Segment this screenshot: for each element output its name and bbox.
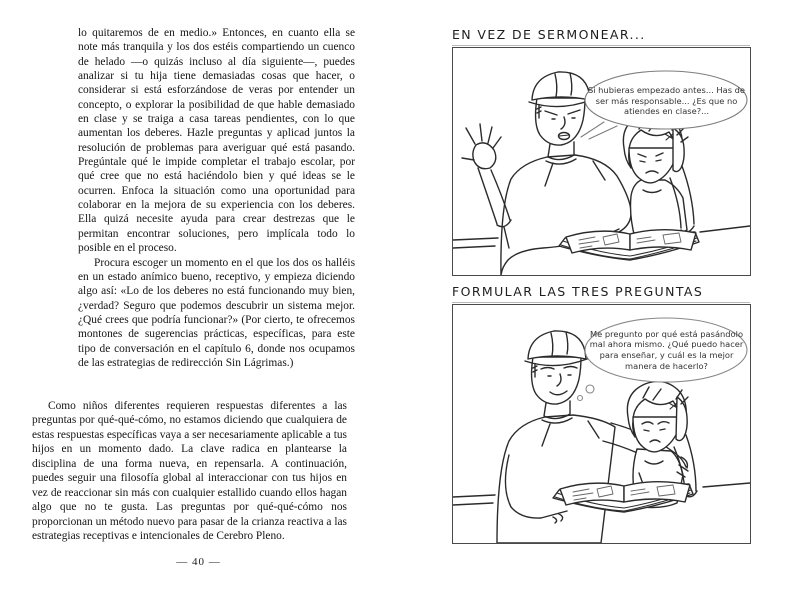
body-text-block (78, 26, 355, 370)
panel-1-header: EN VEZ DE SERMONEAR... (452, 27, 750, 46)
page-number: — 40 — (176, 556, 221, 568)
paragraph: lo quitaremos de en medio.» Entonces, en cuanto ella se note más tranquila y los dos estéis compartiendo un cuenco de helado —o quizás incluso al día siguiente—, puedes analizar si tu hija tiene demasiadas cosas que hacer, o considerar si está esforzándose de veras por entender un concepto, o explorar la posibilidad de que hable demasiado en clase y se traiga a casa tareas pendientes, con lo que aumentan los deberes. Hazle preguntas y aplicad juntos la resolución de problemas para averiguar qué está pasando. Pregúntale qué le impide completar el trabajo escolar, por qué cree que no está haciéndolo bien y qué ideas se le ocurren. Enfoca la situación como una oportunidad para colaborar en la mejora de su experiencia con los deberes. Ella quizá necesite ayuda para crear destrezas que le permitan encontrar soluciones, pero implícala todo lo posible en el proceso. (78, 27, 355, 255)
paragraph: Procura escoger un momento en el que los dos os halléis en un estado anímico bueno, receptivo, y empieza diciendo algo así: «Lo de los deberes no está funcionando muy bien, ¿verdad? Seguro que podemos descubrir un sistema mejor. ¿Qué crees que podría funcionar?» (Por cierto, te ofrecemos montones de sugerencias prácticas, específicas, para este tipo de conversación en el capítulo 6, donde nos ocupamos de las estrategias de redirección Sin Lágrimas.) (78, 256, 355, 369)
open-book-illustration (559, 230, 699, 260)
speech-bubble-text: Si hubieras empezado antes... Has de ser más responsable... ¿Es que no atiendes en clase?... (587, 85, 746, 117)
comic-panel-2 (452, 304, 751, 544)
paragraph: Como niños diferentes requieren respuestas diferentes a las preguntas por qué-qué-cómo, no estamos diciendo que cualquiera de estas respuestas específicas vaya a ser necesariamente aplicable a tus hijos en un momento dado. La clave radica en plantearse la disciplina de una forma nueva, en repensarla. A continuación, puedes seguir una filosofía global al interaccionar con tus hijos en vez de reaccionar sin más con cualquier estallido cuando ellos hagan algo que no te gusta. Las preguntas por qué-qué-cómo nos proporcionan un método nuevo para pasar de la crianza reactiva a las estrategias receptivas e intencionales de Cerebro Pleno. (32, 400, 347, 543)
comic-panel-1 (452, 47, 751, 276)
body-text-block-wide (32, 399, 347, 544)
daughter-figure (623, 112, 694, 240)
thought-bubble-text: Me pregunto por qué está pasándolo mal ahora mismo. ¿Qué puedo hacer para enseñar, y cuál es la mejor manera de hacerlo? (589, 328, 744, 371)
panel-2-header: FORMULAR LAS TRES PREGUNTAS (452, 284, 750, 303)
